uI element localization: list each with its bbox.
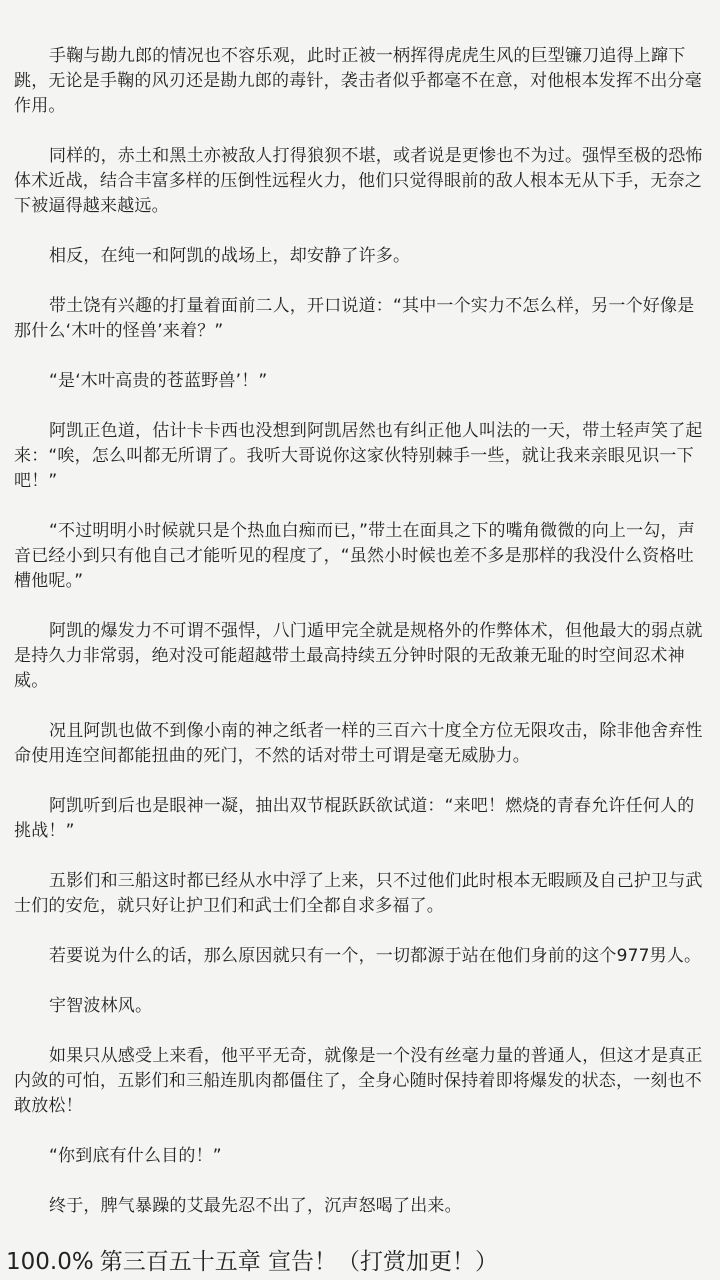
paragraph: 宇智波林风。 [49, 996, 153, 1016]
reading-status-bar [6, 1246, 714, 1278]
paragraph: 终于，脾气暴躁的艾最先忍不出了，沉声怒喝了出来。 [49, 1196, 462, 1216]
paragraph: 带土饶有兴趣的打量着面前二人，开口说道：“其中一个实力不怎么样，另一个好像是那什么‘木叶的怪兽’来着？” [14, 296, 695, 341]
paragraph: 相反，在纯一和阿凯的战场上，却安静了许多。 [49, 246, 411, 266]
reader-content[interactable] [14, 44, 708, 1244]
paragraph: “不过明明小时候就只是个热血白痴而已，”带土在面具之下的嘴角微微的向上一勾，声音已经小到只有他自己才能听见的程度了，“虽然小时候也差不多是那样的我没什么资格吐槽他呢。” [14, 521, 695, 591]
paragraph: 五影们和三船这时都已经从水中浮了上来，只不过他们此时根本无暇顾及自己护卫与武士们的安危，就只好让护卫们和武士们全都自求多福了。 [14, 871, 703, 916]
paragraph: 阿凯的爆发力不可谓不强悍，八门遁甲完全就是规格外的作弊体术，但他最大的弱点就是持久力非常弱，绝对没可能超越带土最高持续五分钟时限的无敌兼无耻的时空间忍术神威。 [14, 621, 703, 691]
paragraph: 手鞠与勘九郎的情况也不容乐观，此时正被一柄挥得虎虎生风的巨型镰刀追得上蹿下跳，无论是手鞠的风刃还是勘九郎的毒针，袭击者似乎都毫不在意，对他根本发挥不出分毫作用。 [14, 46, 702, 116]
paragraph: 若要说为什么的话，那么原因就只有一个，一切都源于站在他们身前的这个977男人。 [49, 946, 702, 966]
paragraph: 同样的，赤土和黑土亦被敌人打得狼狈不堪，或者说是更惨也不为过。强悍至极的恐怖体术近战，结合丰富多样的压倒性远程火力，他们只觉得眼前的敌人根本无从下手，无奈之下被逼得越来越远。 [14, 146, 703, 216]
paragraph: 如果只从感受上来看，他平平无奇，就像是一个没有丝毫力量的普通人，但这才是真正内敛的可怕，五影们和三船连肌肉都僵住了，全身心随时保持着即将爆发的状态，一刻也不敢放松！ [14, 1046, 703, 1116]
chapter-title: 第三百五十五章 宣告！（打赏加更！） [99, 1249, 499, 1275]
paragraph: 阿凯正色道，估计卡卡西也没想到阿凯居然也有纠正他人叫法的一天，带土轻声笑了起来：“唉，怎么叫都无所谓了。我听大哥说你这家伙特别棘手一些，就让我来亲眼见识一下吧！” [14, 421, 703, 491]
paragraph: “你到底有什么目的！” [49, 1146, 222, 1166]
paragraph: 阿凯听到后也是眼神一凝，抽出双节棍跃跃欲试道：“来吧！燃烧的青春允许任何人的挑战！” [14, 796, 695, 841]
reading-progress: 100.0% [6, 1249, 94, 1275]
paragraph: “是‘木叶高贵的苍蓝野兽’！” [49, 371, 268, 391]
paragraph: 况且阿凯也做不到像小南的神之纸者一样的三百六十度全方位无限攻击，除非他舍弃性命使用连空间都能扭曲的死门，不然的话对带土可谓是毫无威胁力。 [14, 721, 703, 766]
